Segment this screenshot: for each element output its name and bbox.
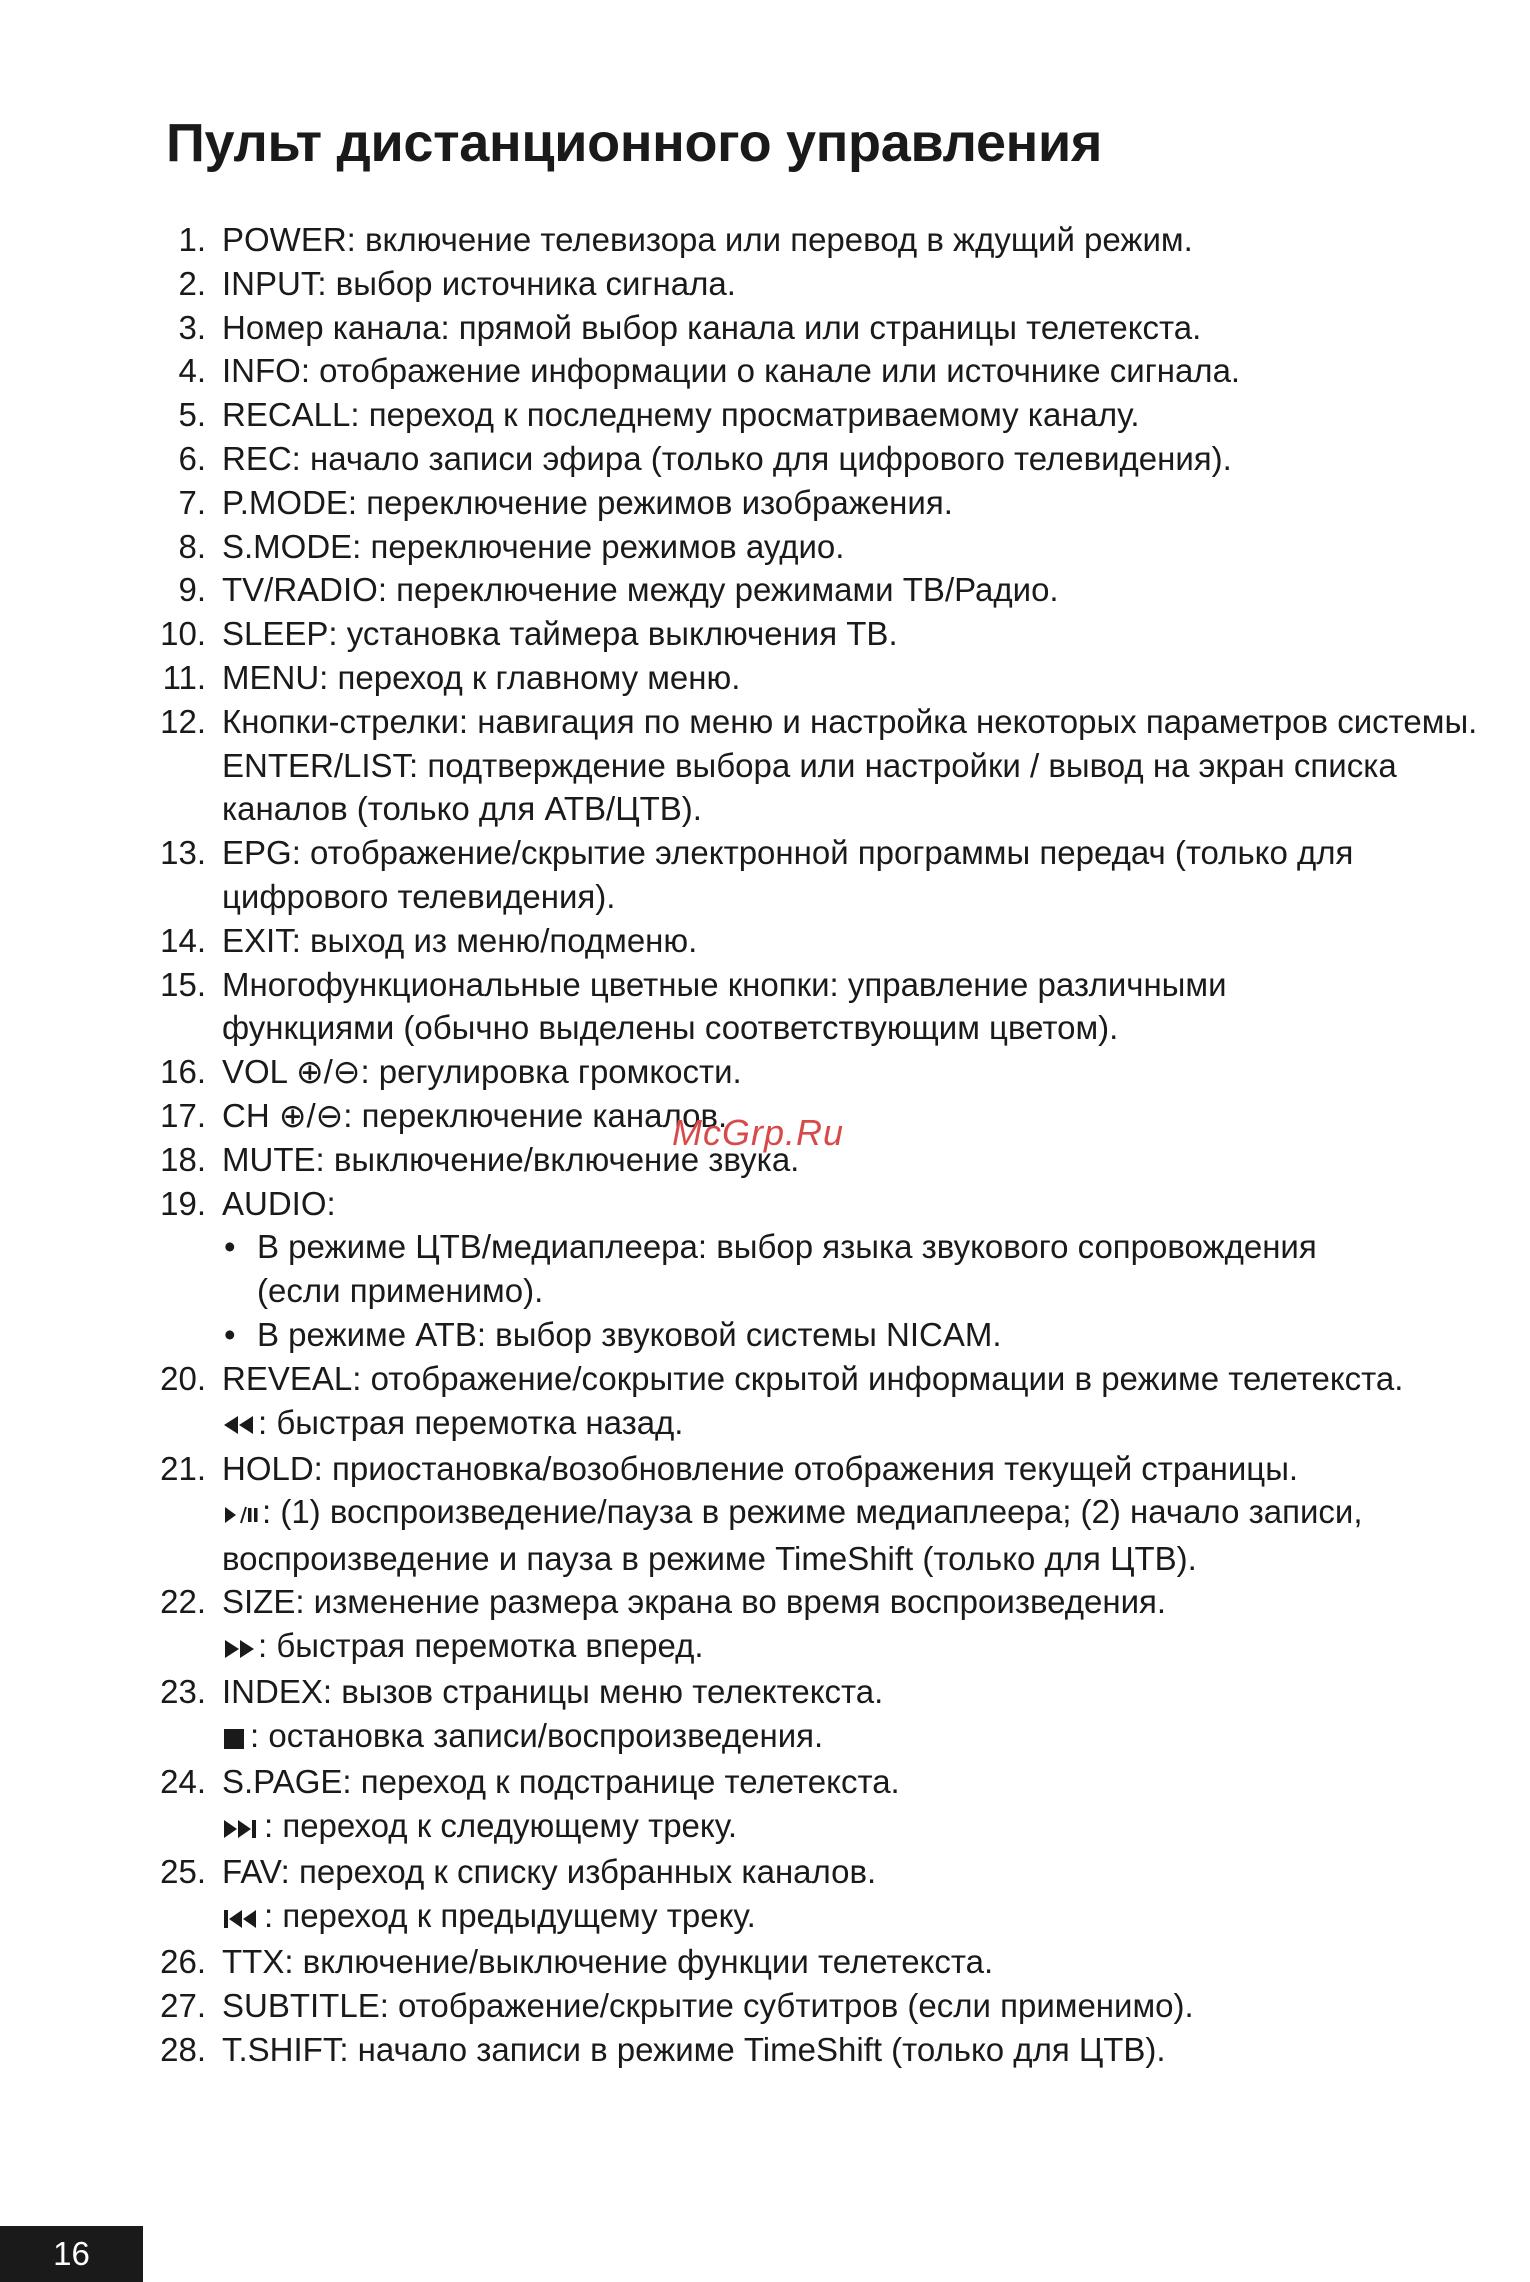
item-line bbox=[222, 831, 1522, 875]
item-number: 16. bbox=[160, 1053, 206, 1091]
item-text: TV/RADIO: переключение между режимами ТВ/Радио. bbox=[222, 571, 1059, 609]
watermark: McGrp.Ru bbox=[672, 1112, 845, 1153]
item-line bbox=[222, 1850, 1522, 1894]
item-line bbox=[257, 1313, 1522, 1357]
item-line bbox=[222, 1580, 1522, 1624]
item-text: S.PAGE: переход к подстранице телетекста. bbox=[222, 1763, 900, 1801]
item-text: EXIT: выход из меню/подменю. bbox=[222, 921, 698, 959]
item-text: ENTER/LIST: подтверждение выбора или настройки / вывод на экран списка bbox=[222, 746, 1397, 784]
item-text: : переход к предыдущему треку. bbox=[264, 1897, 756, 1935]
list-item bbox=[0, 1714, 1522, 1760]
list-item bbox=[0, 1401, 1522, 1447]
item-body bbox=[222, 700, 1522, 831]
item-text: RECALL: переход к последнему просматриваемому каналу. bbox=[222, 396, 1140, 434]
item-line bbox=[222, 1760, 1522, 1804]
item-line bbox=[222, 744, 1522, 788]
item-line bbox=[222, 1182, 1522, 1226]
item-line bbox=[257, 1269, 1522, 1313]
item-text: каналов (только для АТВ/ЦТВ). bbox=[222, 790, 702, 828]
item-line bbox=[222, 262, 1522, 306]
item-line bbox=[222, 1050, 1522, 1094]
list-item bbox=[0, 612, 1522, 656]
item-body bbox=[222, 1357, 1522, 1401]
item-body bbox=[222, 437, 1522, 481]
list-item bbox=[0, 1447, 1522, 1491]
item-text: (если применимо). bbox=[257, 1272, 544, 1310]
list-item bbox=[0, 1490, 1522, 1580]
item-line bbox=[222, 1447, 1522, 1491]
item-line bbox=[222, 393, 1522, 437]
item-line bbox=[222, 1357, 1522, 1401]
item-body bbox=[222, 262, 1522, 306]
item-text: P.MODE: переключение режимов изображения. bbox=[222, 483, 953, 521]
item-line bbox=[222, 1490, 1522, 1536]
list-item bbox=[0, 1624, 1522, 1670]
item-number: 28. bbox=[160, 2030, 206, 2068]
item-text: MUTE: выключение/включение звука. bbox=[222, 1140, 800, 1178]
item-line bbox=[222, 568, 1522, 612]
item-body bbox=[222, 1225, 1522, 1313]
item-line bbox=[222, 525, 1522, 569]
item-text: REC: начало записи эфира (только для цифрового телевидения). bbox=[222, 439, 1232, 477]
item-number: 10. bbox=[160, 615, 206, 653]
list-item bbox=[0, 306, 1522, 350]
item-number: 14. bbox=[160, 921, 206, 959]
item-text: VOL ⊕/⊖: регулировка громкости. bbox=[222, 1053, 742, 1091]
list-item bbox=[0, 1670, 1522, 1714]
item-text: В режиме ЦТВ/медиаплеера: выбор языка звукового сопровождения bbox=[257, 1228, 1317, 1266]
prev-track-icon bbox=[222, 1897, 262, 1941]
item-text: : быстрая перемотка вперед. bbox=[258, 1627, 704, 1665]
item-body bbox=[222, 1050, 1522, 1094]
item-number: 23. bbox=[160, 1673, 206, 1711]
item-text: В режиме АТВ: выбор звуковой системы NICAM. bbox=[257, 1315, 1002, 1353]
item-number: 22. bbox=[160, 1583, 206, 1621]
list-item bbox=[0, 262, 1522, 306]
item-body bbox=[222, 919, 1522, 963]
item-line bbox=[222, 656, 1522, 700]
item-body bbox=[222, 1580, 1522, 1624]
item-line bbox=[222, 1670, 1522, 1714]
item-text: : остановка записи/воспроизведения. bbox=[250, 1717, 824, 1755]
list-item bbox=[0, 437, 1522, 481]
list-item bbox=[0, 393, 1522, 437]
list-item bbox=[0, 1580, 1522, 1624]
next-track-icon bbox=[222, 1807, 262, 1851]
item-text: FAV: переход к списку избранных каналов. bbox=[222, 1853, 877, 1891]
item-text: SIZE: изменение размера экрана во время воспроизведения. bbox=[222, 1583, 1167, 1621]
item-body bbox=[222, 1850, 1522, 1894]
item-number: 19. bbox=[160, 1184, 206, 1222]
item-text: S.MODE: переключение режимов аудио. bbox=[222, 527, 845, 565]
item-number: 8. bbox=[178, 527, 206, 565]
item-text: SUBTITLE: отображение/скрытие субтитров (если применимо). bbox=[222, 1987, 1194, 2025]
item-number: 18. bbox=[160, 1140, 206, 1178]
item-line bbox=[222, 437, 1522, 481]
item-line bbox=[222, 1714, 1522, 1760]
item-body bbox=[222, 393, 1522, 437]
item-text: TTX: включение/выключение функции телетекста. bbox=[222, 1943, 994, 1981]
item-line bbox=[222, 306, 1522, 350]
item-body bbox=[222, 349, 1522, 393]
item-text: Номер канала: прямой выбор канала или страницы телетекста. bbox=[222, 308, 1202, 346]
item-body bbox=[222, 1313, 1522, 1357]
item-body bbox=[222, 1894, 1522, 1940]
item-body bbox=[222, 481, 1522, 525]
item-number: 4. bbox=[178, 352, 206, 390]
list-item bbox=[0, 525, 1522, 569]
item-line bbox=[257, 1225, 1522, 1269]
item-line bbox=[222, 787, 1522, 831]
bullet-dot: • bbox=[224, 1315, 236, 1353]
item-body bbox=[222, 831, 1522, 919]
list-item bbox=[0, 2028, 1522, 2072]
item-text: INPUT: выбор источника сигнала. bbox=[222, 264, 736, 302]
list-item bbox=[0, 1182, 1522, 1226]
page-number: 16 bbox=[53, 2235, 90, 2272]
bullet-dot: • bbox=[224, 1228, 236, 1266]
item-line bbox=[222, 963, 1522, 1007]
list-item bbox=[0, 656, 1522, 700]
stop-icon bbox=[222, 1717, 248, 1761]
item-number: 20. bbox=[160, 1359, 206, 1397]
item-number: 26. bbox=[160, 1943, 206, 1981]
list-item bbox=[0, 1940, 1522, 1984]
item-body bbox=[222, 218, 1522, 262]
list-item bbox=[0, 963, 1522, 1051]
item-body bbox=[222, 1490, 1522, 1580]
list-item bbox=[0, 831, 1522, 919]
item-line bbox=[222, 1094, 1522, 1138]
item-body bbox=[222, 1182, 1522, 1226]
item-body bbox=[222, 1401, 1522, 1447]
page-number-box bbox=[0, 2226, 143, 2282]
item-body bbox=[222, 568, 1522, 612]
item-body bbox=[222, 2028, 1522, 2072]
list-item bbox=[0, 481, 1522, 525]
item-text: Многофункциональные цветные кнопки: управление различными bbox=[222, 965, 1227, 1003]
item-text: MENU: переход к главному меню. bbox=[222, 658, 741, 696]
list-item bbox=[0, 1984, 1522, 2028]
list-item bbox=[0, 1804, 1522, 1850]
item-body bbox=[222, 1447, 1522, 1491]
list-item bbox=[0, 1225, 1522, 1313]
rewind-icon bbox=[222, 1403, 256, 1447]
item-text: : (1) воспроизведение/пауза в режиме медиаплеера; (2) начало записи, bbox=[262, 1493, 1363, 1531]
item-number: 24. bbox=[160, 1763, 206, 1801]
list-item bbox=[0, 568, 1522, 612]
item-line bbox=[222, 481, 1522, 525]
item-number: 27. bbox=[160, 1987, 206, 2025]
item-line bbox=[222, 1006, 1522, 1050]
item-text: воспроизведение и пауза в режиме TimeShift (только для ЦТВ). bbox=[222, 1539, 1197, 1577]
item-number: 25. bbox=[160, 1853, 206, 1891]
list-item bbox=[0, 349, 1522, 393]
list-item bbox=[0, 1050, 1522, 1094]
list-item bbox=[0, 1357, 1522, 1401]
item-line bbox=[222, 700, 1522, 744]
item-body bbox=[222, 1804, 1522, 1850]
item-line bbox=[222, 218, 1522, 262]
item-text: функциями (обычно выделены соответствующим цветом). bbox=[222, 1009, 1119, 1047]
item-line bbox=[222, 612, 1522, 656]
item-line bbox=[222, 1624, 1522, 1670]
item-number: 6. bbox=[178, 439, 206, 477]
item-text: T.SHIFT: начало записи в режиме TimeShift (только для ЦТВ). bbox=[222, 2030, 1166, 2068]
item-number: 17. bbox=[160, 1096, 206, 1134]
list-item bbox=[0, 700, 1522, 831]
item-line bbox=[222, 919, 1522, 963]
item-number: 5. bbox=[178, 396, 206, 434]
item-text: INDEX: вызов страницы меню телектекста. bbox=[222, 1673, 884, 1711]
item-body bbox=[222, 1940, 1522, 1984]
item-body bbox=[222, 1670, 1522, 1714]
list-item bbox=[0, 1760, 1522, 1804]
item-body bbox=[222, 963, 1522, 1051]
item-body bbox=[222, 1624, 1522, 1670]
item-text: INFO: отображение информации о канале или источнике сигнала. bbox=[222, 352, 1241, 390]
item-body bbox=[222, 612, 1522, 656]
item-text: : быстрая перемотка назад. bbox=[258, 1403, 684, 1441]
item-text: : переход к следующему треку. bbox=[264, 1807, 738, 1845]
item-body bbox=[222, 1984, 1522, 2028]
item-number: 13. bbox=[160, 834, 206, 872]
item-line bbox=[222, 1401, 1522, 1447]
item-number: 9. bbox=[178, 571, 206, 609]
item-line bbox=[222, 2028, 1522, 2072]
item-line bbox=[222, 1537, 1522, 1581]
page-title: Пульт дистанционного управления bbox=[166, 113, 1103, 173]
item-body bbox=[222, 1714, 1522, 1760]
item-number: 15. bbox=[160, 965, 206, 1003]
item-text: POWER: включение телевизора или перевод в ждущий режим. bbox=[222, 221, 1193, 258]
item-body bbox=[222, 1138, 1522, 1182]
item-text: REVEAL: отображение/сокрытие скрытой информации в режиме телетекста. bbox=[222, 1359, 1404, 1397]
list-item bbox=[0, 218, 1522, 262]
item-body bbox=[222, 525, 1522, 569]
item-body bbox=[222, 306, 1522, 350]
item-number: 21. bbox=[160, 1449, 206, 1487]
item-number: 2. bbox=[178, 264, 206, 302]
item-number: 11. bbox=[162, 658, 206, 696]
fast-forward-icon bbox=[222, 1627, 256, 1671]
item-body bbox=[222, 1094, 1522, 1138]
item-text: SLEEP: установка таймера выключения ТВ. bbox=[222, 615, 898, 653]
list-item bbox=[0, 1850, 1522, 1894]
item-body bbox=[222, 1760, 1522, 1804]
item-line bbox=[222, 1894, 1522, 1940]
item-line bbox=[222, 1804, 1522, 1850]
item-line bbox=[222, 1940, 1522, 1984]
item-text: HOLD: приостановка/возобновление отображения текущей страницы. bbox=[222, 1449, 1299, 1487]
list-item bbox=[0, 1894, 1522, 1940]
item-line bbox=[222, 1984, 1522, 2028]
item-text: EPG: отображение/скрытие электронной программы передач (только для bbox=[222, 834, 1354, 872]
item-line bbox=[222, 875, 1522, 919]
item-text: AUDIO: bbox=[222, 1184, 336, 1222]
item-line bbox=[222, 1138, 1522, 1182]
list-item bbox=[0, 1313, 1522, 1357]
item-body bbox=[222, 656, 1522, 700]
item-text: цифрового телевидения). bbox=[222, 877, 616, 915]
item-text: CH ⊕/⊖: переключение каналов. bbox=[222, 1096, 728, 1134]
item-number: 7. bbox=[178, 483, 206, 521]
item-line bbox=[222, 349, 1522, 393]
item-number: 3. bbox=[178, 308, 206, 346]
play-pause-icon bbox=[222, 1493, 260, 1537]
list-item bbox=[0, 919, 1522, 963]
item-number: 1. bbox=[178, 221, 206, 258]
item-text: Кнопки-стрелки: навигация по меню и настройка некоторых параметров системы. bbox=[222, 702, 1478, 740]
item-number: 12. bbox=[160, 702, 206, 740]
